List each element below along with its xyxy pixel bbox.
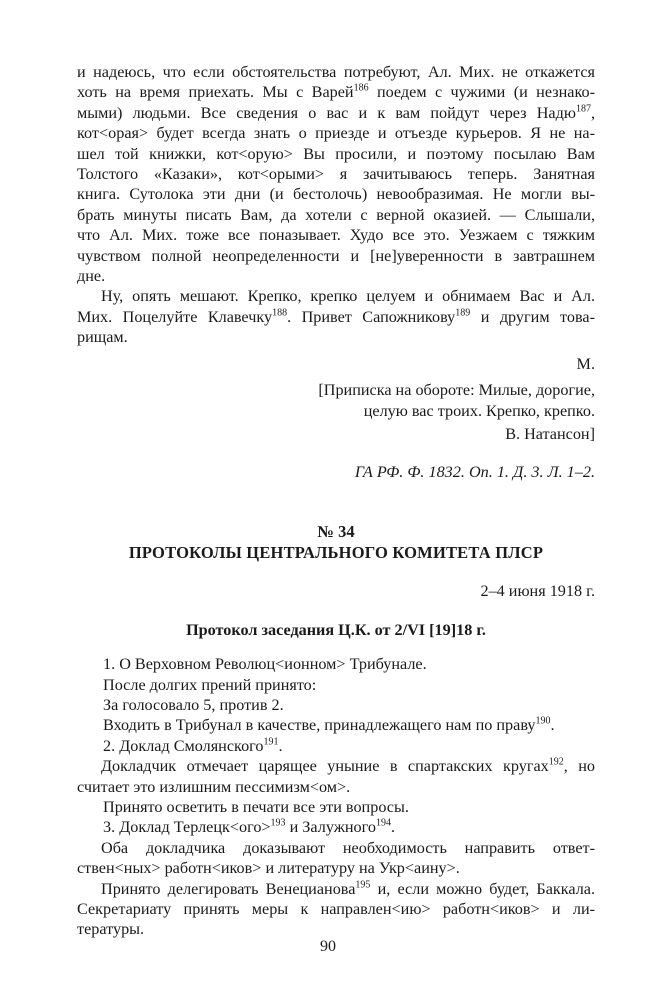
text-line: что Ал. Мих. тоже все поназывает. Худо все это. Уезжаем с тяжким bbox=[77, 226, 595, 245]
page-number: 90 bbox=[320, 938, 336, 955]
text-line: мыми) людьми. Все сведения о вас и к вам пойдут через Надю$^{187}$, bbox=[77, 103, 595, 122]
footnote-ref: 187 bbox=[575, 103, 591, 115]
footnote-ref: 193 bbox=[270, 817, 286, 829]
text-line: Входить в Трибунал в качестве, принадлежащего нам по праву$^{190}$. bbox=[103, 715, 555, 735]
postscript-line: [Приписка на обороте: Милые, дорогие, bbox=[318, 381, 595, 400]
footnote-ref: 189 bbox=[455, 307, 471, 319]
footnote-ref: 188 bbox=[272, 307, 288, 319]
document-number: № 34 bbox=[317, 522, 355, 542]
text-line: После долгих прений принято: bbox=[103, 675, 317, 694]
text-line: Ну, опять мешают. Крепко, крепко целуем и обнимаем Вас и Ал. bbox=[101, 287, 595, 306]
postscript-line: целую вас троих. Крепко, крепко. bbox=[363, 402, 595, 421]
text-line: Мих. Поцелуйте Клавечку$^{188}$. Привет Сапожникову$^{189}$ и другим това- bbox=[77, 307, 595, 326]
footnote-ref: 186 bbox=[353, 83, 369, 95]
text-line: чувством полной неопределенности и [не]уверенности в завтрашнем bbox=[77, 246, 595, 265]
document-date: 2–4 июня 1918 г. bbox=[480, 582, 595, 601]
protocol-subtitle: Протокол заседания Ц.К. от 2/VI [19]18 г. bbox=[186, 621, 486, 640]
text-line: 1. О Верховном Революц<ионном> Трибунале. bbox=[103, 655, 427, 674]
text-line: ствен<ных> работн<иков> и литературу на Укр<аину>. bbox=[77, 859, 460, 878]
footnote-ref: 191 bbox=[263, 736, 279, 748]
text-line: Оба докладчика доказывают необходимость направить ответ- bbox=[101, 838, 595, 857]
text-line: 2. Доклад Смолянского$^{191}$. bbox=[103, 736, 283, 755]
text-line: и надеюсь, что если обстоятельства потребуют, Ал. Мих. не откажется bbox=[77, 63, 595, 81]
text-line: дне. bbox=[77, 267, 106, 286]
text-line: считает это излишним пессимизм<ом>. bbox=[77, 777, 351, 796]
letter-paragraph-2 bbox=[77, 286, 595, 347]
text-line: рищам. bbox=[77, 328, 128, 347]
footnote-ref: 192 bbox=[548, 756, 564, 768]
text-line: Секретариату принять меры к направлен<ию> работн<иков> и ли- bbox=[77, 899, 595, 918]
signature: М. bbox=[576, 354, 595, 373]
postscript-line: В. Натансон] bbox=[505, 425, 595, 444]
text-line: тературы. bbox=[77, 920, 145, 939]
protocol-body bbox=[77, 654, 595, 940]
text-line: 3. Доклад Терлецк<ого>$^{193}$ и Залужного$^{194}$. bbox=[103, 817, 396, 837]
letter-paragraph-1 bbox=[77, 62, 595, 286]
text-line: Докладчик отмечает царящее уныние в спартакских кругах$^{192}$, но bbox=[101, 756, 595, 776]
footnote-ref: 195 bbox=[355, 879, 371, 891]
text-line: книга. Сутолока эти дни (и бестолочь) невообразимая. Не могли вы- bbox=[77, 185, 595, 204]
page-content bbox=[77, 62, 595, 940]
text-line: брать минуты писать Вам, да хотели с верной оказией. — Слышали, bbox=[77, 205, 595, 224]
postscript bbox=[77, 380, 595, 445]
text-line: Толстого «Казаки», кот<орыми> я зачитываюсь теперь. Занятная bbox=[77, 165, 595, 184]
footnote-ref: 190 bbox=[535, 715, 551, 727]
text-line: хоть на время приехать. Мы с Варей$^{186}$ поедем с чужими (и незнако- bbox=[77, 83, 595, 102]
footnote-ref: 194 bbox=[375, 817, 391, 829]
text-line: За голосовало 5, против 2. bbox=[103, 695, 284, 714]
text-line: кот<орая> будет всегда знать о приезде и отъезде курьеров. Я не на- bbox=[77, 124, 595, 143]
text-line: шел той книжки, кот<орую> Вы просили, и поэтому посылаю Вам bbox=[77, 144, 595, 163]
archive-source: ГА РФ. Ф. 1832. Оп. 1. Д. 3. Л. 1–2. bbox=[354, 463, 595, 482]
document-title: ПРОТОКОЛЫ ЦЕНТРАЛЬНОГО КОМИТЕТА ПЛСР bbox=[128, 543, 544, 563]
text-line: Принято делегировать Венецианова$^{195}$ и, если можно будет, Баккала. bbox=[101, 879, 596, 898]
text-line: Принято осветить в печати все эти вопросы. bbox=[103, 797, 409, 816]
